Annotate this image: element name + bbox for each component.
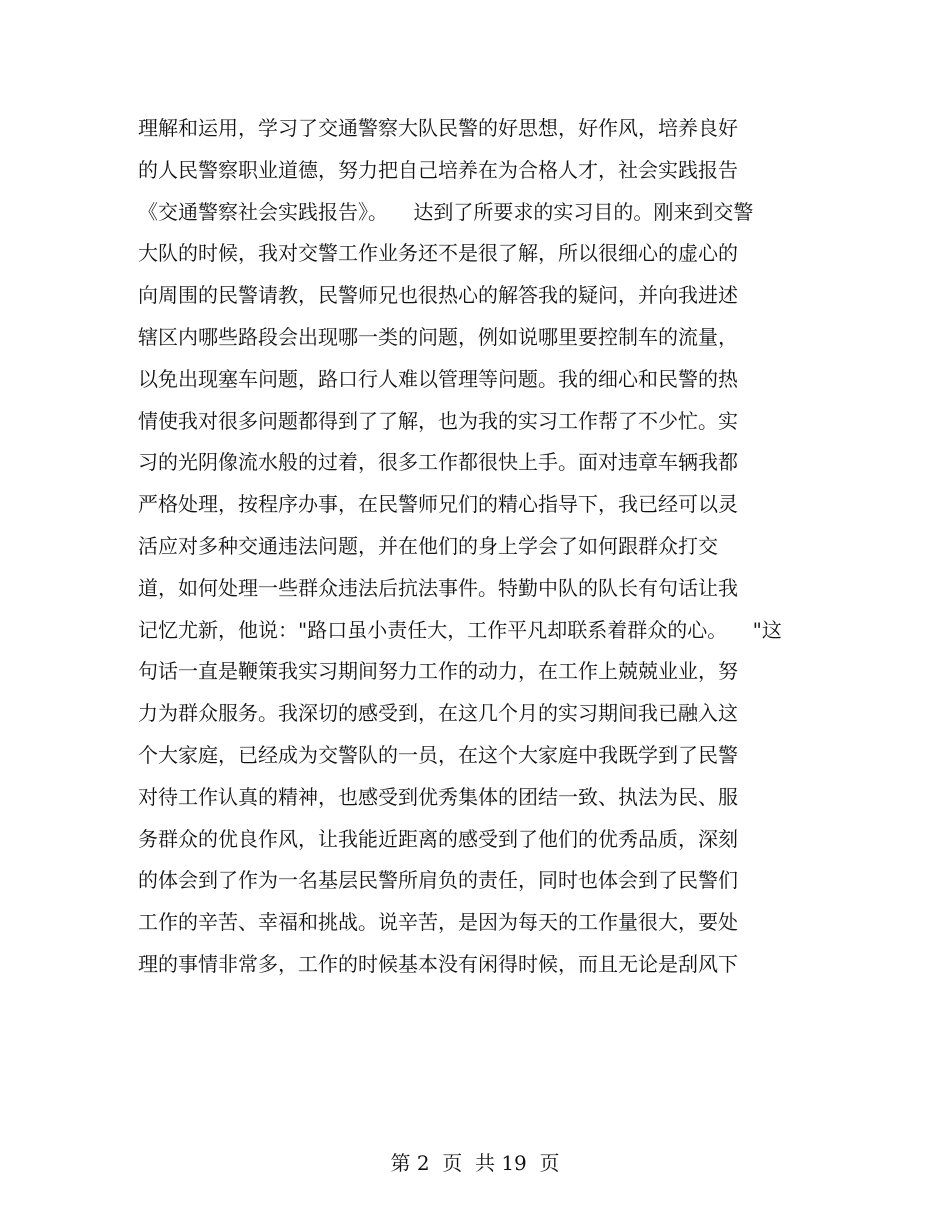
- text-line: 理解和运用，学习了交通警察大队民警的好思想，好作风，培养良好: [138, 116, 738, 140]
- text-line: 的人民警察职业道德，努力把自己培养在为合格人才，社会实践报告: [138, 157, 738, 182]
- text-line: 严格处理，按程序办事，在民警师兄们的精心指导下，我已经可以灵: [138, 492, 738, 517]
- text-line: 个大家庭，已经成为交警队的一员，在这个大家庭中我既学到了民警: [138, 742, 738, 767]
- text-line: 工作的辛苦、幸福和挑战。说辛苦，是因为每天的工作量很大，要处: [138, 910, 738, 935]
- text-line: 的体会到了作为一名基层民警所肩负的责任，同时也体会到了民警们: [138, 868, 738, 893]
- text-line: 活应对多种交通违法问题，并在他们的身上学会了如何跟群众打交: [138, 533, 718, 558]
- page-number-footer: 第 2 页 共 19 页: [390, 1151, 560, 1175]
- text-line: 力为群众服务。我深切的感受到，在这几个月的实习期间我已融入这: [138, 701, 738, 726]
- text-line: 以免出现塞车问题，路口行人难以管理等问题。我的细心和民警的热: [138, 366, 738, 391]
- text-line: 句话一直是鞭策我实习期间努力工作的动力，在工作上兢兢业业，努: [138, 659, 738, 684]
- text-line: 向周围的民警请教，民警师兄也很热心的解答我的疑问，并向我进述: [138, 283, 738, 308]
- text-line: 情使我对很多问题都得到了了解，也为我的实习工作帮了不少忙。实: [138, 408, 738, 433]
- text-line: 道，如何处理一些群众违法后抗法事件。特勤中队的队长有句话让我: [138, 575, 738, 600]
- text-line: 辖区内哪些路段会出现哪一类的问题，例如说哪里要控制车的流量，: [138, 324, 738, 349]
- text-line: 大队的时候，我对交警工作业务还不是很了解，所以很细心的虚心的: [138, 241, 738, 266]
- text-line: 理的事情非常多，工作的时候基本没有闲得时候，而且无论是刮风下: [138, 951, 738, 976]
- text-line: 记忆尤新，他说："路口虽小责任大，工作平凡却联系着群众的心。 "这: [138, 617, 782, 642]
- text-line: 务群众的优良作风，让我能近距离的感受到了他们的优秀品质，深刻: [138, 826, 738, 851]
- text-line: 习的光阴像流水般的过着，很多工作都很快上手。面对违章车辆我都: [138, 450, 738, 475]
- text-line: 对待工作认真的精神，也感受到优秀集体的团结一致、执法为民、服: [138, 784, 738, 809]
- text-line: 《交通警察社会实践报告》。 达到了所要求的实习目的。刚来到交警: [138, 199, 754, 224]
- body-text: [138, 108, 838, 986]
